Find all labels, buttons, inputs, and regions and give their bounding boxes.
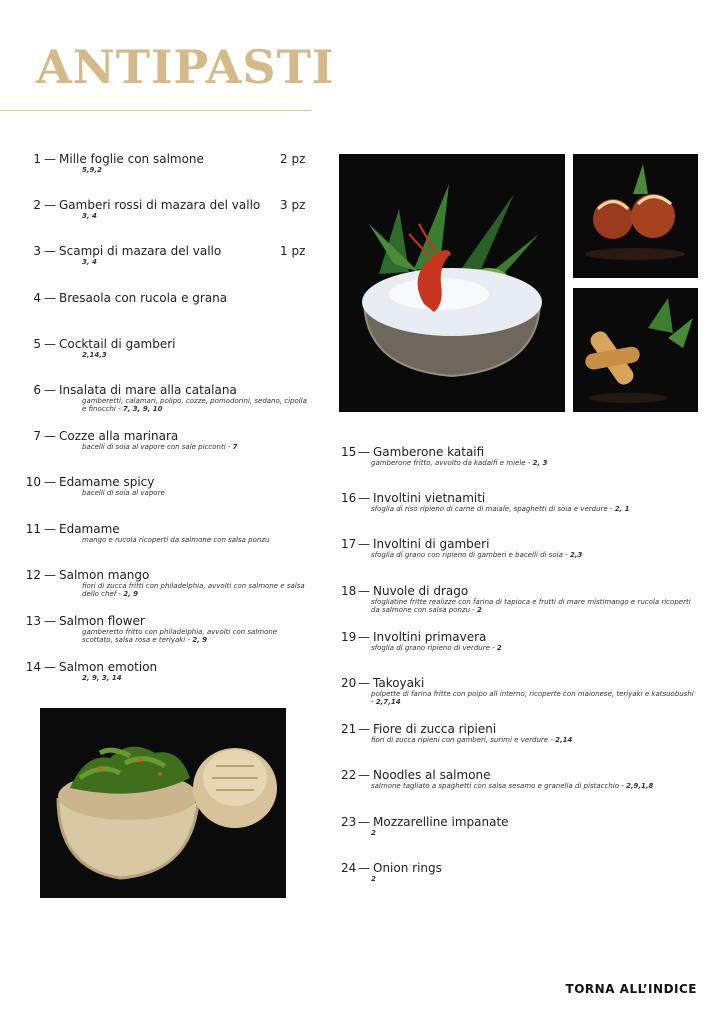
menu-item-number: 24 (341, 860, 357, 875)
menu-item-name: Mille foglie con salmone (59, 152, 204, 166)
menu-item-name: Cozze alla marinara (59, 429, 179, 444)
menu-item-description (82, 443, 310, 451)
menu-item-row (14, 244, 310, 258)
menu-item-description-text: bacelli di soia al vapore con sale picconti - (82, 443, 233, 452)
menu-item-name: Edamame spicy (59, 475, 155, 490)
menu-item-name: Takoyaki (373, 676, 425, 690)
menu-item-name: Scampi di mazara del vallo (59, 244, 222, 259)
menu-item (14, 383, 310, 413)
menu-item-allergens: 2 (371, 874, 376, 883)
menu-item-allergens: 2,14 (555, 736, 573, 745)
menu-item (14, 291, 310, 305)
menu-item (14, 198, 310, 220)
photo-takoyaki (573, 154, 698, 278)
menu-item (14, 660, 310, 682)
menu-item-number: 22 (341, 768, 357, 783)
menu-item-allergens: 7 (232, 443, 238, 452)
menu-item-allergens: 2 (477, 605, 482, 614)
menu-item-number: 15 (341, 445, 357, 459)
photo-spring-rolls (573, 288, 698, 412)
menu-item-description (82, 166, 310, 174)
menu-item-row (14, 291, 310, 305)
menu-item-dash: — (358, 537, 370, 552)
menu-item (341, 445, 697, 467)
menu-item-row (14, 429, 310, 443)
menu-item-name: Involtini di gamberi (373, 537, 490, 552)
menu-item-description (82, 351, 310, 359)
menu-item-name: Cocktail di gamberi (59, 336, 176, 351)
menu-item-allergens: 7, 3, 9, 10 (122, 405, 163, 413)
menu-item-dash: — (358, 676, 370, 690)
menu-item-number: 3 (33, 244, 41, 259)
menu-item-dash: — (358, 814, 370, 829)
menu-item (14, 337, 310, 359)
menu-item (14, 614, 310, 644)
menu-item-description (371, 690, 697, 706)
menu-item (14, 152, 310, 174)
menu-item-row (341, 491, 697, 505)
menu-item-description-text: sfogliatine fritte realizze con farina di tapioca e frutti di mare mistimango e rucola ricoperti da salmone con salsa ponzu - (371, 597, 691, 614)
menu-item-dash: — (358, 583, 370, 598)
menu-item-description (371, 736, 697, 744)
menu-item-description (82, 212, 310, 220)
menu-item-allergens: 2 (496, 643, 502, 652)
menu-item-dash: — (358, 768, 370, 783)
menu-item-row (341, 630, 697, 644)
photo-edamame (40, 708, 286, 898)
menu-item-name: Bresaola con rucola e grana (59, 290, 228, 305)
menu-item-allergens: 2, 9, 3, 14 (82, 674, 122, 683)
menu-item (341, 768, 697, 790)
menu-item-name: Gamberone kataifi (373, 445, 485, 459)
back-to-index-link[interactable]: TORNA ALL’INDICE (565, 982, 697, 996)
menu-item-row (14, 660, 310, 674)
menu-item (341, 815, 697, 837)
menu-item-description-text: sfoglia di riso ripieno di carne di maiale, spaghetti di soia e verdure - (371, 505, 615, 514)
menu-item-row (14, 568, 310, 582)
menu-item-description (82, 582, 310, 598)
menu-item-number: 2 (33, 198, 41, 213)
menu-item-row (341, 676, 697, 690)
menu-item-description (371, 875, 697, 883)
menu-item-dash: — (44, 567, 56, 582)
menu-item-number: 13 (25, 614, 41, 628)
menu-item-description (82, 674, 310, 682)
menu-item-description (371, 459, 697, 467)
menu-item-dash: — (358, 629, 370, 644)
menu-item-allergens: 2,14,3 (82, 350, 107, 359)
menu-item-allergens: 3, 4 (82, 258, 97, 267)
menu-item-allergens: 2, 1 (614, 505, 630, 514)
title-divider (0, 110, 311, 111)
menu-item-number: 11 (25, 521, 41, 536)
menu-item (341, 630, 697, 652)
menu-item-row (14, 152, 310, 166)
menu-item-number: 18 (341, 583, 357, 598)
menu-item (341, 537, 697, 559)
menu-item-quantity: 3 pz (280, 198, 306, 213)
menu-item (341, 584, 697, 614)
menu-item-description-text: gamberone fritto, avvolto da kadaifi e miele - (371, 459, 533, 467)
menu-item-description-text: polpette di farina fritte con polpo all interno, ricoperte con maionese, teriyaki e katsuobushi - (371, 690, 694, 706)
menu-item-name: Gamberi rossi di mazara del vallo (59, 198, 261, 213)
menu-item-row (341, 722, 697, 736)
menu-item-dash: — (358, 491, 370, 506)
menu-item-quantity: 2 pz (280, 152, 306, 166)
menu-item-number: 7 (33, 429, 41, 444)
menu-item-row (14, 522, 310, 536)
menu-item-description (82, 489, 310, 497)
menu-item (14, 568, 310, 598)
menu-item-name: Edamame (59, 521, 120, 536)
menu-item-dash: — (358, 860, 370, 875)
menu-item-number: 10 (25, 475, 41, 490)
menu-item-dash: — (44, 336, 56, 351)
menu-item-row (14, 475, 310, 489)
menu-item-name: Salmon mango (59, 567, 150, 582)
menu-item-description (371, 505, 697, 513)
menu-item-row (341, 445, 697, 459)
menu-item-name: Salmon emotion (59, 660, 158, 675)
menu-item-number: 12 (25, 567, 41, 582)
menu-item-name: Fiore di zucca ripieni (373, 722, 497, 737)
menu-item-number: 14 (25, 660, 41, 675)
menu-item (14, 244, 310, 266)
menu-item-number: 4 (33, 290, 41, 305)
menu-item-dash: — (44, 521, 56, 536)
menu-item-dash: — (44, 429, 56, 444)
menu-item-name: Involtini vietnamiti (373, 491, 486, 506)
menu-item-description (82, 258, 310, 266)
menu-item-row (14, 337, 310, 351)
menu-item-number: 1 (33, 152, 41, 166)
photo-shrimp-bowl (339, 154, 565, 412)
menu-item-dash: — (358, 445, 370, 459)
menu-item-number: 5 (33, 336, 41, 351)
menu-item-dash: — (44, 152, 56, 166)
menu-item-number: 6 (33, 383, 41, 397)
menu-item-allergens: 3, 4 (82, 212, 97, 221)
menu-item-dash: — (44, 660, 56, 675)
menu-item-row (341, 537, 697, 551)
menu-item-allergens: 2, 9 (192, 636, 208, 644)
menu-item-row (341, 815, 697, 829)
menu-item-quantity: 1 pz (280, 244, 306, 259)
menu-item-allergens: 2, 3 (532, 459, 548, 467)
menu-item-dash: — (44, 244, 56, 259)
menu-item-name: Onion rings (373, 860, 442, 875)
menu-item-description-text: sfoglia di grano con ripieno di gamberi e bacelli di soia - (371, 551, 570, 560)
menu-item-dash: — (44, 475, 56, 490)
menu-item (341, 722, 697, 744)
menu-item-description (82, 536, 310, 544)
menu-item-dash: — (44, 290, 56, 305)
menu-item-number: 16 (341, 491, 357, 506)
menu-item-number: 20 (341, 676, 357, 690)
menu-item-description-text: gamberetto fritto con philadelphia, avvolti con salmone scottato, salsa rosa e teriyaki - (82, 628, 278, 644)
menu-item-description (371, 598, 697, 614)
menu-item-dash: — (44, 614, 56, 628)
menu-item-row (14, 383, 310, 397)
menu-item-number: 17 (341, 537, 357, 552)
menu-item (14, 522, 310, 544)
menu-item-number: 23 (341, 814, 357, 829)
menu-item-description-text: bacelli di soia al vapore (82, 489, 165, 498)
menu-item (341, 676, 697, 706)
menu-item-number: 21 (341, 722, 357, 737)
menu-item-dash: — (358, 722, 370, 737)
page-title: ANTIPASTI (36, 40, 335, 94)
menu-item-description (371, 829, 697, 837)
menu-item-row (341, 584, 697, 598)
menu-item-allergens: 5,9,2 (82, 166, 102, 174)
menu-item-description-text: mango e rucola ricoperti da salmone con salsa ponzu (82, 535, 270, 544)
menu-item-dash: — (44, 198, 56, 213)
menu-item-description (82, 397, 310, 413)
menu-item (14, 475, 310, 497)
menu-item-description (371, 782, 697, 790)
menu-item-allergens: 2, 9 (123, 589, 139, 598)
menu-item-row (341, 861, 697, 875)
menu-item-name: Noodles al salmone (373, 768, 491, 783)
menu-item-description-text: salmone tagliato a spaghetti con salsa sesamo e granella di pistacchio - (371, 782, 626, 791)
menu-item-row (14, 198, 310, 212)
menu-item-description (371, 644, 697, 652)
menu-item-number: 19 (341, 629, 357, 644)
menu-item-name: Salmon flower (59, 614, 145, 628)
menu-item-description (82, 628, 310, 644)
menu-item-name: Involtini primavera (373, 629, 487, 644)
menu-item-name: Mozzarelline impanate (373, 814, 509, 829)
menu-item-description-text: gamberetti, calamari, polipo, cozze, pomodorini, sedano, cipolla e finocchi - (82, 397, 307, 413)
menu-item-description-text: sfoglia di grano ripieno di verdure - (371, 643, 497, 652)
menu-item-allergens: 2,3 (569, 551, 583, 560)
menu-item (341, 861, 697, 883)
menu-item-row (14, 614, 310, 628)
menu-item-description (371, 551, 697, 559)
menu-item-name: Insalata di mare alla catalana (59, 383, 237, 397)
menu-item-row (341, 768, 697, 782)
menu-item (14, 429, 310, 451)
menu-item (341, 491, 697, 513)
menu-item-allergens: 2 (371, 828, 376, 837)
menu-item-allergens: 2,9,1,8 (625, 782, 654, 791)
menu-item-name: Nuvole di drago (373, 583, 469, 598)
menu-item-description-text: fiori di zucca fritti con philadelphia, avvolti con salmone e salsa dello chef - (82, 581, 305, 598)
menu-item-description-text: fiori di zucca ripieni con gamberi, surimi e verdure - (371, 736, 556, 745)
menu-item-dash: — (44, 383, 56, 397)
menu-item-allergens: 2,7,14 (375, 698, 401, 706)
